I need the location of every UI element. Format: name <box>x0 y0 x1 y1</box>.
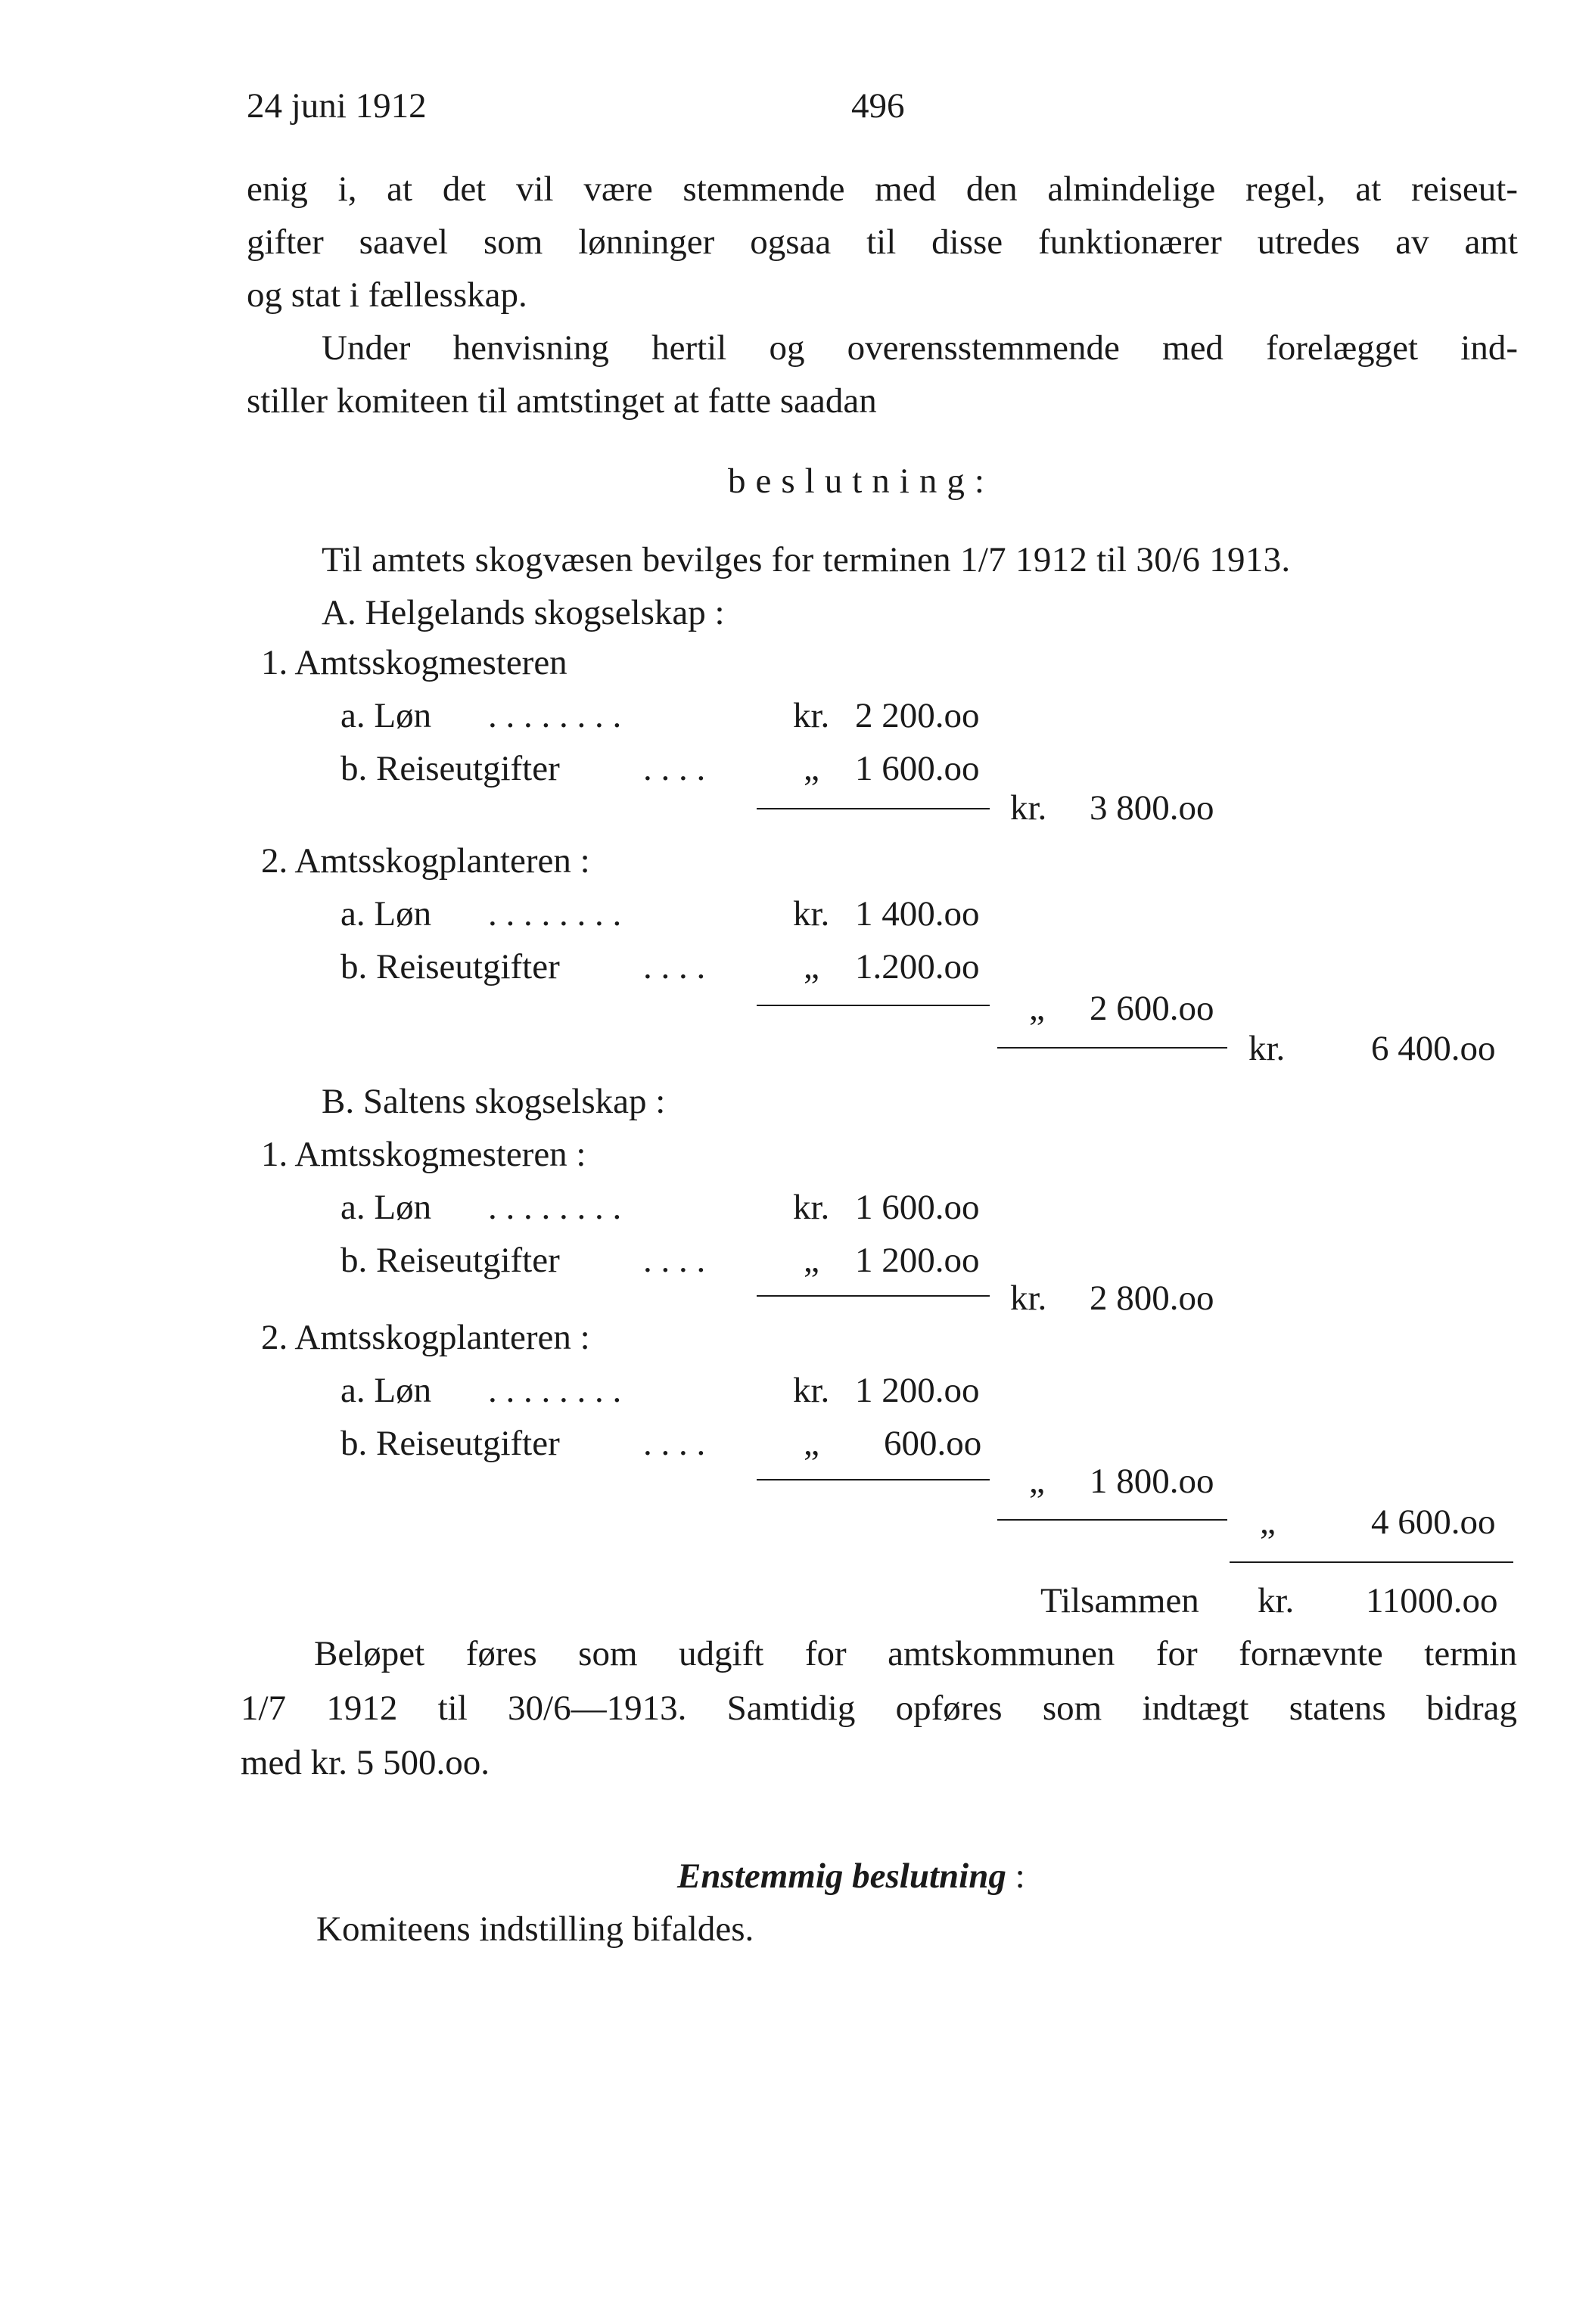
section-a-item2-rule <box>757 1005 990 1006</box>
page-date: 24 juni 1912 <box>247 86 427 126</box>
grand-total: 11000.oo <box>1366 1581 1498 1620</box>
grand-total-rule <box>1230 1561 1513 1563</box>
section-a-total: 6 400.oo <box>1371 1029 1496 1068</box>
section-b-item1-b-amount: 1 200.oo <box>855 1241 980 1280</box>
section-a-item2-a-dots: . . . . . . . . <box>488 894 622 934</box>
section-a-item1-a-label: a. Løn <box>340 696 432 735</box>
section-b-item1-subtotal: 2 800.oo <box>1090 1279 1214 1318</box>
grand-total-label: Tilsammen <box>1040 1581 1199 1620</box>
section-a-total-currency: kr. <box>1248 1029 1286 1068</box>
section-b-item2-title: 2. Amtsskogplanteren : <box>261 1318 590 1357</box>
section-b-item2-a-amount: 1 200.oo <box>855 1371 980 1410</box>
section-b-item1-a-dots: . . . . . . . . <box>488 1188 622 1227</box>
section-b-item2-b-label: b. Reiseutgifter <box>340 1424 560 1463</box>
section-b-item2-rule <box>757 1479 990 1480</box>
page-number: 496 <box>851 86 905 126</box>
section-b-item1-a-amount: 1 600.oo <box>855 1188 980 1227</box>
decision-heading: beslutning: <box>728 461 994 501</box>
section-a-item1-rule <box>757 808 990 809</box>
section-b-item1-b-currency: „ <box>804 1241 819 1280</box>
section-a-item2-b-currency: „ <box>804 947 819 986</box>
section-b-total: 4 600.oo <box>1371 1502 1496 1542</box>
section-a-item1-title: 1. Amtsskogmesteren <box>261 643 567 682</box>
section-a-item2-a-amount: 1 400.oo <box>855 894 980 934</box>
closing-line-2: 1/7 1912 til 30/6—1913. Samtidig opføres som indtægt statens bidrag <box>241 1689 1517 1728</box>
section-b-item2-b-currency: „ <box>804 1424 819 1463</box>
section-a-item1-b-label: b. Reiseutgifter <box>340 749 560 788</box>
intro-line-3: og stat i fællesskap. <box>247 275 527 315</box>
section-a-item2-b-amount: 1.200.oo <box>855 947 980 986</box>
section-a-total-rule <box>997 1047 1227 1049</box>
section-b-item2-a-dots: . . . . . . . . <box>488 1371 622 1410</box>
section-a-item2-subtotal-currency: „ <box>1029 989 1045 1028</box>
section-b-item1-b-dots: . . . . <box>643 1241 706 1280</box>
section-b-item1-b-label: b. Reiseutgifter <box>340 1241 560 1280</box>
intro-line-2: gifter saavel som lønninger ogsaa til disse funktionærer utredes av amt <box>247 222 1518 262</box>
intro-line-5: stiller komiteen til amtstinget at fatte saadan <box>247 381 877 421</box>
section-b-item1-title: 1. Amtsskogmesteren : <box>261 1135 586 1174</box>
section-b-title: B. Saltens skogselskap : <box>322 1082 666 1121</box>
section-a-item2-a-label: a. Løn <box>340 894 432 934</box>
budget-intro: Til amtets skogvæsen bevilges for terminen 1/7 1912 til 30/6 1913. <box>322 540 1291 579</box>
section-a-item1-a-amount: 2 200.oo <box>855 696 980 735</box>
section-b-item1-subtotal-currency: kr. <box>1010 1279 1047 1318</box>
intro-line-1: enig i, at det vil være stemmende med den almindelige regel, at reiseut- <box>247 169 1518 209</box>
section-a-title: A. Helgelands skogselskap : <box>322 593 725 632</box>
section-b-item2-subtotal-currency: „ <box>1029 1462 1045 1501</box>
section-a-item1-b-currency: „ <box>804 749 819 788</box>
grand-total-currency: kr. <box>1258 1581 1295 1620</box>
section-a-item1-b-amount: 1 600.oo <box>855 749 980 788</box>
section-a-item2-a-currency: kr. <box>793 894 830 934</box>
section-b-item2-b-dots: . . . . <box>643 1424 706 1463</box>
section-a-item1-b-dots: . . . . <box>643 749 706 788</box>
closing-line-1: Beløpet føres som udgift for amtskommunen for fornævnte termin <box>314 1634 1517 1673</box>
section-b-item2-a-currency: kr. <box>793 1371 830 1410</box>
section-a-item2-b-dots: . . . . <box>643 947 706 986</box>
resolution-heading-line <box>677 1855 1025 1897</box>
section-a-item1-a-currency: kr. <box>793 696 830 735</box>
closing-line-3: med kr. 5 500.oo. <box>241 1743 490 1782</box>
section-a-item1-subtotal: 3 800.oo <box>1090 788 1214 828</box>
section-b-total-currency: „ <box>1260 1502 1276 1542</box>
section-b-item2-subtotal: 1 800.oo <box>1090 1462 1214 1501</box>
section-a-item1-a-dots: . . . . . . . . <box>488 696 622 735</box>
section-b-item1-rule <box>757 1295 990 1297</box>
resolution-heading: Enstemmig beslutning <box>677 1856 1006 1896</box>
section-b-total-rule <box>997 1519 1227 1521</box>
section-a-item2-b-label: b. Reiseutgifter <box>340 947 560 986</box>
section-b-item2-a-label: a. Løn <box>340 1371 432 1410</box>
section-b-item2-b-amount: 600.oo <box>884 1424 982 1463</box>
resolution-text: Komiteens indstilling bifaldes. <box>316 1909 754 1949</box>
section-b-item1-a-label: a. Løn <box>340 1188 432 1227</box>
intro-line-4: Under henvisning hertil og overensstemmende med forelægget ind- <box>322 328 1518 368</box>
section-a-item2-title: 2. Amtsskogplanteren : <box>261 841 590 881</box>
section-b-item1-a-currency: kr. <box>793 1188 830 1227</box>
section-a-item2-subtotal: 2 600.oo <box>1090 989 1214 1028</box>
section-a-item1-subtotal-currency: kr. <box>1010 788 1047 828</box>
resolution-colon: : <box>1015 1856 1025 1896</box>
